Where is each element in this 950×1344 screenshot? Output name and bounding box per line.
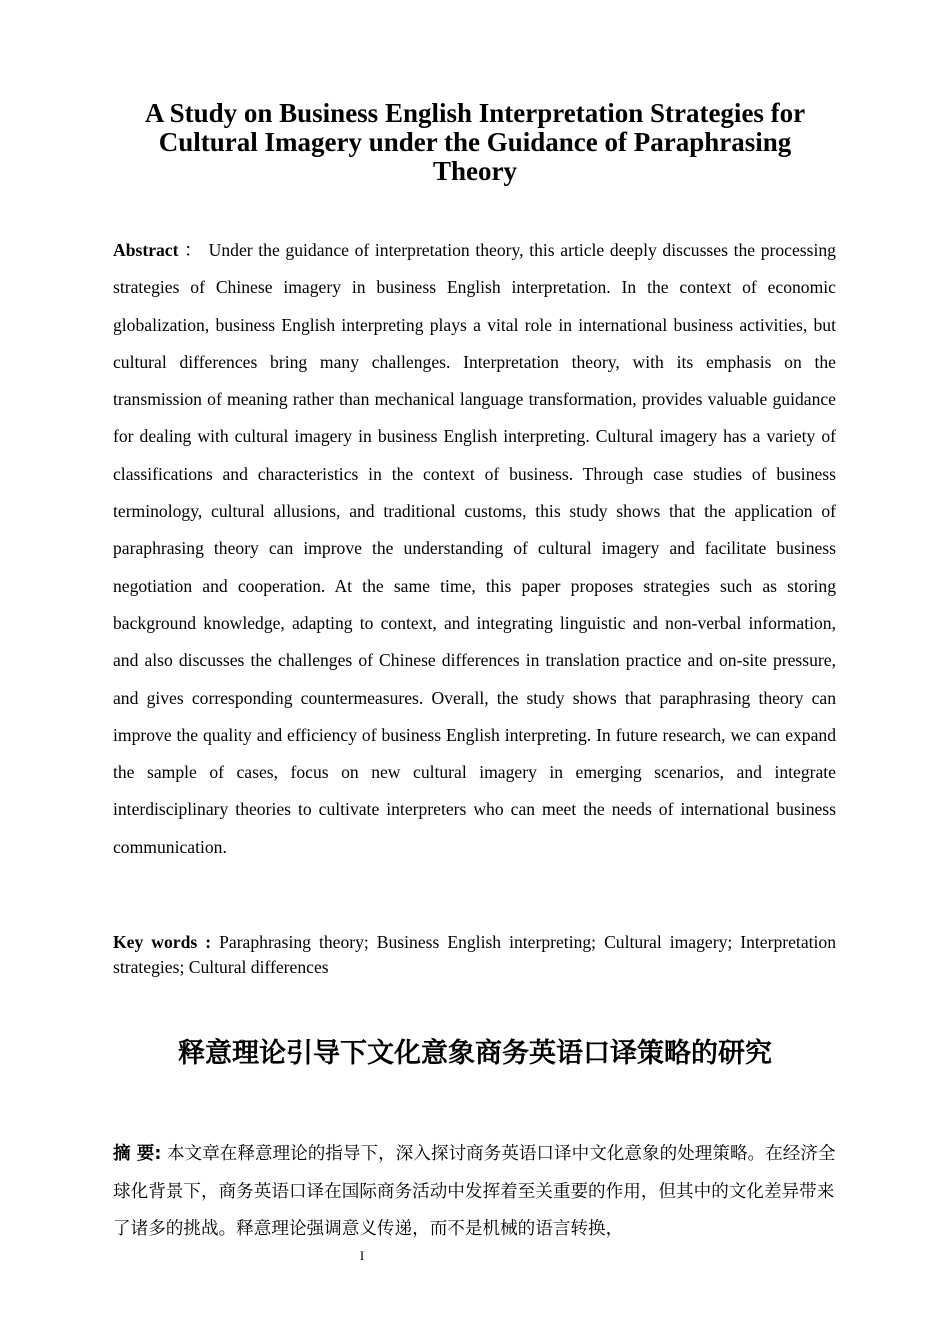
chinese-abstract-text: 本文章在释意理论的指导下，深入探讨商务英语口译中文化意象的处理策略。在经济全球化背景下，商务英语口译在国际商务活动中发挥着至关重要的作用，但其中的文化差异带来了诸多的挑战。释意理论强调意义传递，而不是机械的语言转换， bbox=[113, 1144, 836, 1239]
abstract-label: Abstract bbox=[113, 240, 179, 260]
chinese-abstract bbox=[113, 1136, 836, 1249]
english-keywords bbox=[113, 930, 836, 980]
page-number: I bbox=[359, 1248, 365, 1263]
keywords-text: Paraphrasing theory; Business English interpreting; Cultural imagery; Interpretation strategies; Cultural differences bbox=[113, 932, 836, 977]
keywords-label: Key words : bbox=[113, 932, 212, 952]
english-abstract bbox=[113, 232, 836, 866]
english-title-line-3: Theory bbox=[433, 156, 517, 186]
english-title-line-1: A Study on Business English Interpretation Strategies for bbox=[144, 98, 806, 128]
english-title bbox=[113, 99, 837, 186]
abstract-separator: ： bbox=[178, 240, 209, 260]
chinese-abstract-label: 摘 要: bbox=[113, 1144, 162, 1164]
chinese-title: 释意理论引导下文化意象商务英语口译策略的研究 bbox=[178, 1038, 772, 1069]
abstract-text: Under the guidance of interpretation theory, this article deeply discusses the processing strategies of Chinese imagery in business English interpretation. In the context of economic globalization, business English interpreting plays a vital role in international business activities, but cultural differences bring many challenges. Interpretation theory, with its emphasis on the transmission of meaning rather than mechanical language transformation, provides valuable guidance for dealing with cultural imagery in business English interpreting. Cultural imagery has a variety of classifications and characteristics in the context of business. Through case studies of business terminology, cultural allusions, and traditional customs, this study shows that the application of paraphrasing theory can improve the understanding of cultural imagery and facilitate business negotiation and cooperation. At the same time, this paper proposes strategies such as storing background knowledge, adapting to context, and integrating linguistic and non-verbal information, and also discusses the challenges of Chinese differences in translation practice and on-site pressure, and gives corresponding countermeasures. Overall, the study shows that paraphrasing theory can improve the quality and efficiency of business English interpreting. In future research, we can expand the sample of cases, focus on new cultural imagery in emerging scenarios, and integrate interdisciplinary theories to cultivate interpreters who can meet the needs of international business communication. bbox=[113, 240, 836, 857]
english-title-line-2: Cultural Imagery under the Guidance of Paraphrasing bbox=[158, 127, 792, 157]
